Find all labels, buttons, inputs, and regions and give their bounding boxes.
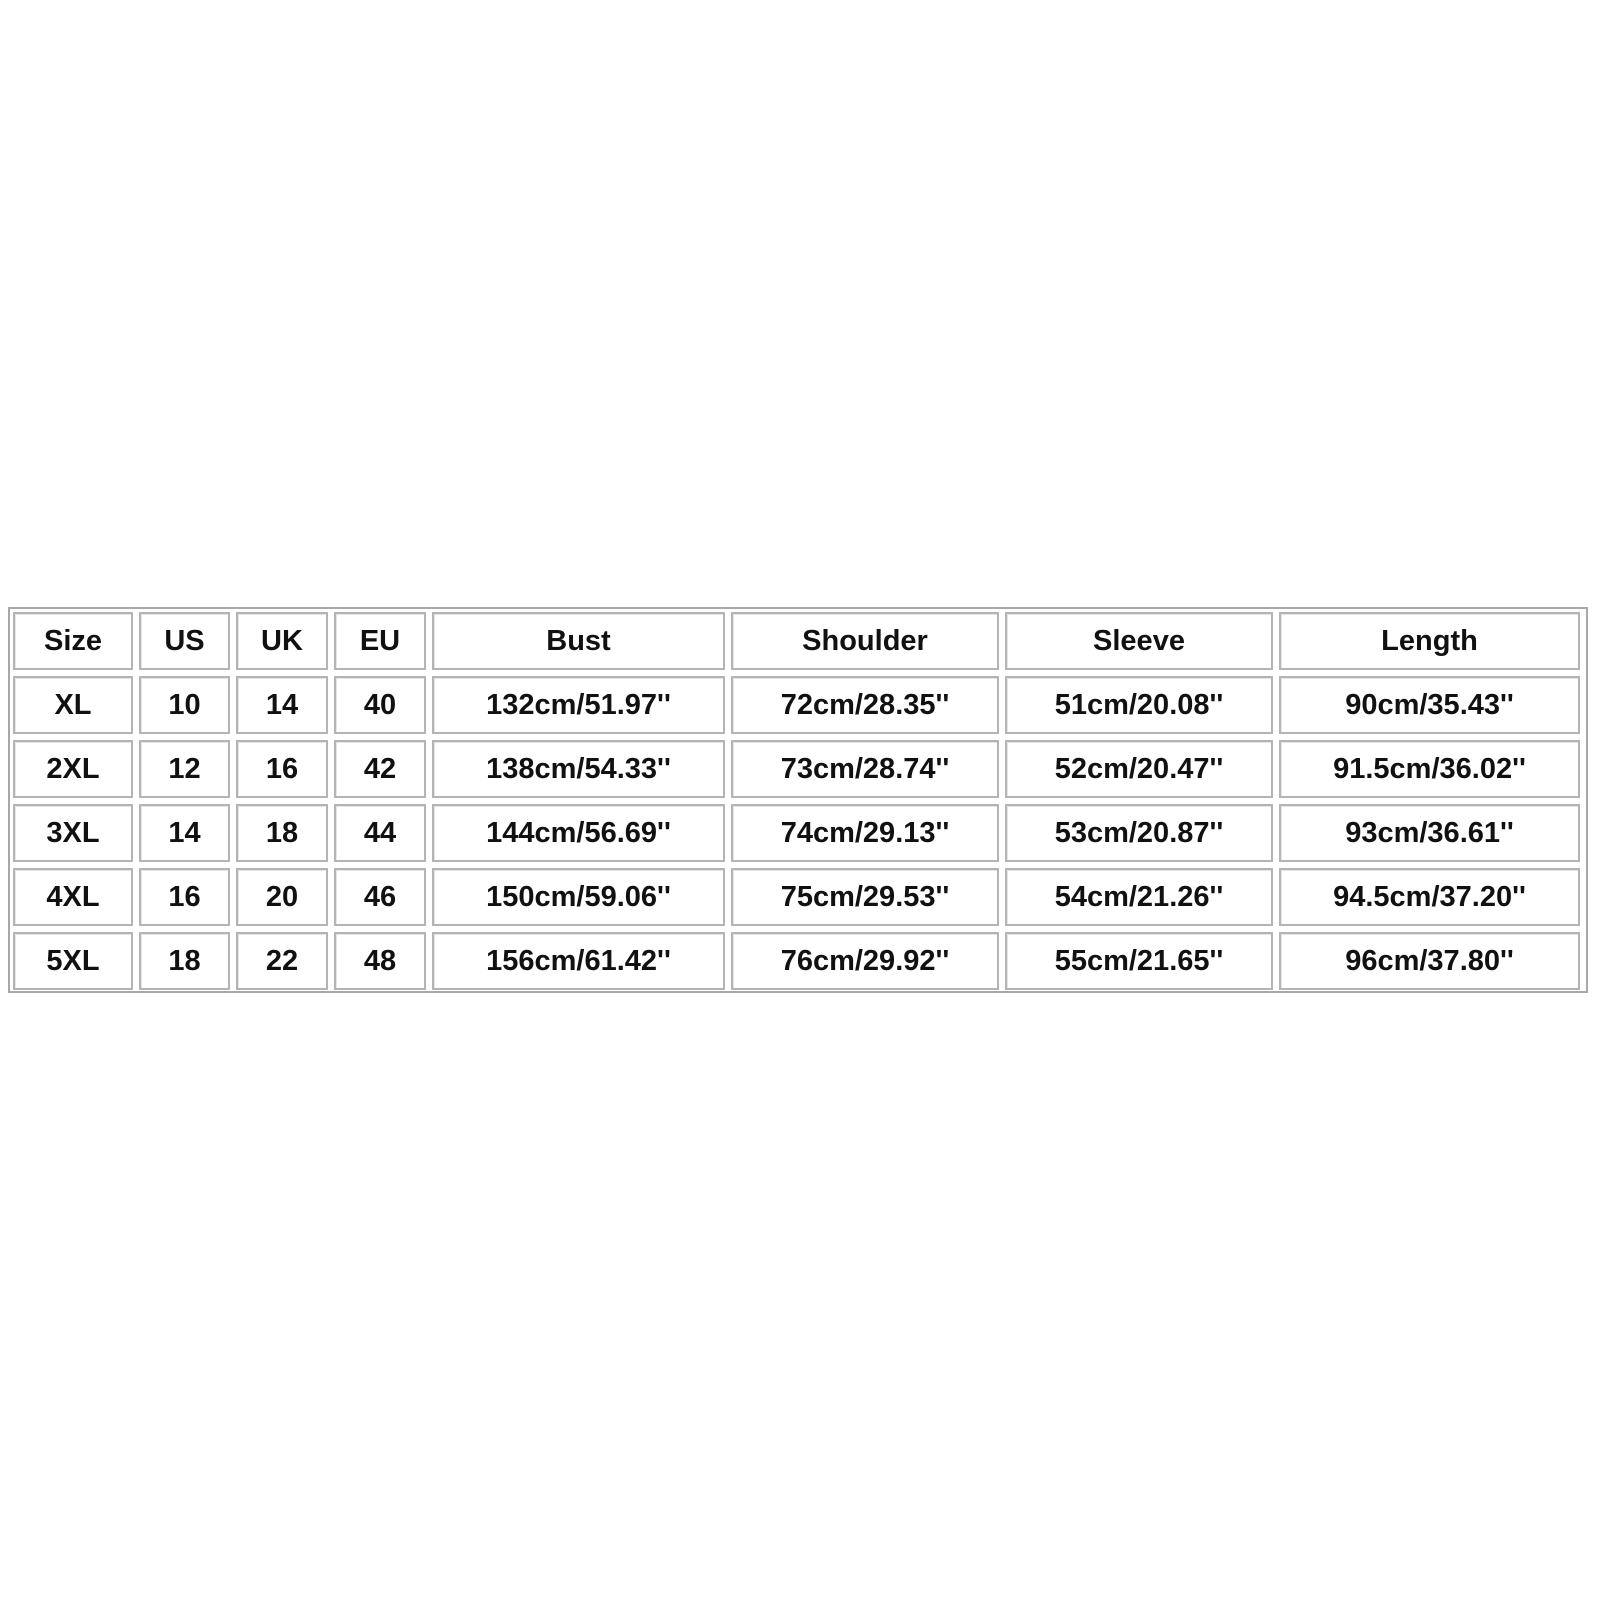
cell-uk: 22 (236, 932, 328, 990)
cell-uk: 20 (236, 868, 328, 926)
header-cell-uk: UK (236, 612, 328, 670)
cell-length: 94.5cm/37.20'' (1279, 868, 1580, 926)
cell-sleeve: 52cm/20.47'' (1005, 740, 1273, 798)
cell-sleeve: 54cm/21.26'' (1005, 868, 1273, 926)
cell-shoulder: 73cm/28.74'' (731, 740, 999, 798)
header-cell-size: Size (13, 612, 133, 670)
cell-bust: 156cm/61.42'' (432, 932, 725, 990)
size-chart-table (7, 606, 1586, 996)
cell-sleeve: 55cm/21.65'' (1005, 932, 1273, 990)
cell-length: 91.5cm/36.02'' (1279, 740, 1580, 798)
cell-us: 10 (139, 676, 230, 734)
table-row (13, 868, 1580, 926)
cell-eu: 48 (334, 932, 426, 990)
table-row (13, 676, 1580, 734)
cell-eu: 44 (334, 804, 426, 862)
header-cell-sleeve: Sleeve (1005, 612, 1273, 670)
table-row (13, 804, 1580, 862)
cell-shoulder: 72cm/28.35'' (731, 676, 999, 734)
cell-length: 93cm/36.61'' (1279, 804, 1580, 862)
cell-sleeve: 53cm/20.87'' (1005, 804, 1273, 862)
cell-size: 3XL (13, 804, 133, 862)
cell-us: 12 (139, 740, 230, 798)
cell-length: 96cm/37.80'' (1279, 932, 1580, 990)
cell-shoulder: 75cm/29.53'' (731, 868, 999, 926)
cell-size: XL (13, 676, 133, 734)
cell-us: 18 (139, 932, 230, 990)
table-row (13, 740, 1580, 798)
cell-us: 16 (139, 868, 230, 926)
size-chart-frame (8, 607, 1588, 993)
header-cell-shoulder: Shoulder (731, 612, 999, 670)
cell-eu: 46 (334, 868, 426, 926)
cell-uk: 14 (236, 676, 328, 734)
cell-size: 4XL (13, 868, 133, 926)
header-cell-eu: EU (334, 612, 426, 670)
header-cell-bust: Bust (432, 612, 725, 670)
table-row (13, 932, 1580, 990)
cell-eu: 40 (334, 676, 426, 734)
cell-length: 90cm/35.43'' (1279, 676, 1580, 734)
cell-bust: 150cm/59.06'' (432, 868, 725, 926)
cell-us: 14 (139, 804, 230, 862)
cell-shoulder: 76cm/29.92'' (731, 932, 999, 990)
cell-size: 5XL (13, 932, 133, 990)
cell-sleeve: 51cm/20.08'' (1005, 676, 1273, 734)
header-row (13, 612, 1580, 670)
cell-uk: 18 (236, 804, 328, 862)
cell-bust: 132cm/51.97'' (432, 676, 725, 734)
header-cell-us: US (139, 612, 230, 670)
header-cell-length: Length (1279, 612, 1580, 670)
cell-shoulder: 74cm/29.13'' (731, 804, 999, 862)
cell-bust: 144cm/56.69'' (432, 804, 725, 862)
cell-bust: 138cm/54.33'' (432, 740, 725, 798)
cell-eu: 42 (334, 740, 426, 798)
cell-uk: 16 (236, 740, 328, 798)
cell-size: 2XL (13, 740, 133, 798)
